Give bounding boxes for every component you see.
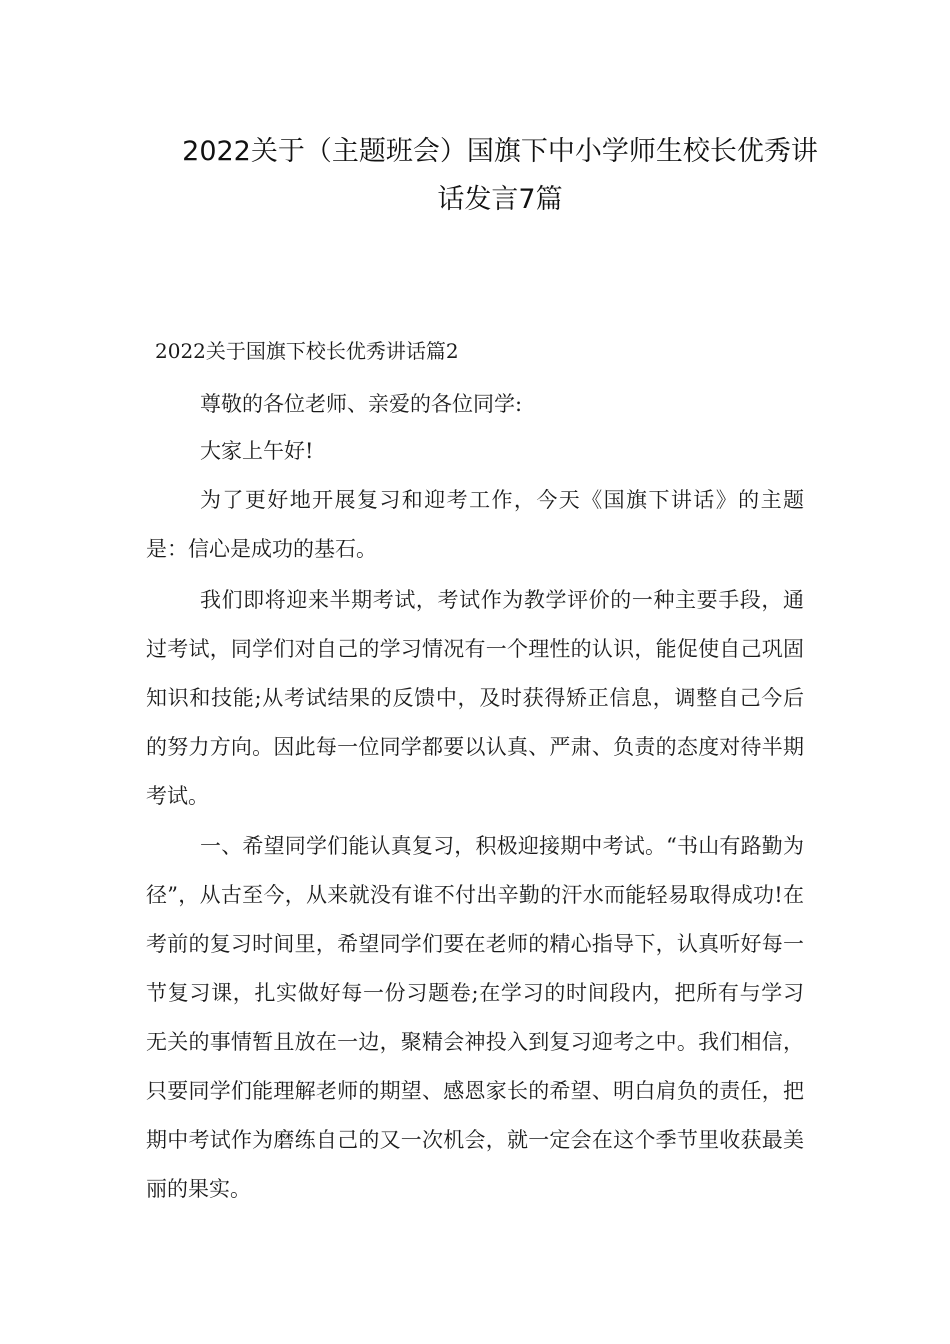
salutation-paragraph: 尊敬的各位老师、亲爱的各位同学: xyxy=(200,392,523,416)
exam-intro-paragraph: 我们即将迎来半期考试，考试作为教学评价的一种主要手段，通过考试，同学们对自己的学习情况有一个理性的认识，能促使自己巩固知识和技能;从考试结果的反馈中，及时获得矫正信息，调整自己今后的努力方向。因此每一位同学都要以认真、严肃、负责的态度对待半期考试。 xyxy=(146,588,804,808)
review-advice-paragraph: 一、希望同学们能认真复习，积极迎接期中考试。“书山有路勤为径”，从古至今，从来就没有谁不付出辛勤的汗水而能轻易取得成功!在考前的复习时间里，希望同学们要在老师的精心指导下，认真听好每一节复习课，扎实做好每一份习题卷;在学习的时间段内，把所有与学习无关的事情暂且放在一边，聚精会神投入到复习迎考之中。我们相信，只要同学们能理解老师的期望、感恩家长的希望、明白肩负的责任，把期中考试作为磨练自己的又一次机会，就一定会在这个季节里收获最美丽的果实。 xyxy=(146,834,804,1201)
greeting-paragraph: 大家上午好! xyxy=(200,439,314,463)
section-heading: 2022关于国旗下校长优秀讲话篇2 xyxy=(155,339,459,363)
theme-paragraph: 为了更好地开展复习和迎考工作，今天《国旗下讲话》的主题是：信心是成功的基石。 xyxy=(146,488,804,561)
title-line-2: 话发言7篇 xyxy=(437,184,563,215)
title-line-1: 2022关于（主题班会）国旗下中小学师生校长优秀讲 xyxy=(182,136,818,167)
document-title xyxy=(150,128,850,224)
